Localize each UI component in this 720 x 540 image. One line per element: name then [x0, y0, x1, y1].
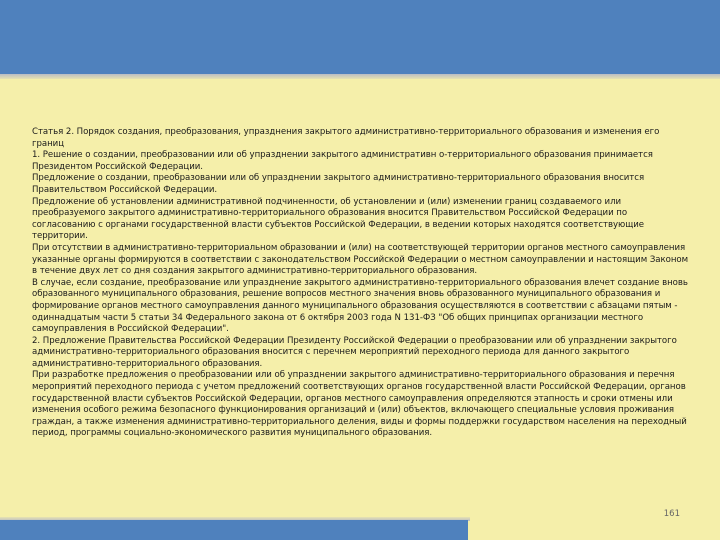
paragraph: Предложение об установлении административной подчиненности, об установлении и (или) изменении границ создаваемого или преобразуемого закрытого административно-территориального образования вносится Правительством Российской Федерации по согласованию с органами государственной власти субъектов Российской Федерации, в ведении которых находятся соответствующие территории.: [32, 196, 645, 242]
slide-body-text: [32, 127, 692, 440]
paragraph: В случае, если создание, преобразование или упразднение закрытого административно-территориального образования влечет создание вновь образованного муниципального образования, решение вопросов местного значения вновь образованного муниципального образования и формирование органов местного самоуправления данного муниципального образования осуществляются в соответствии с абзацами пятым - одиннадцатым части 5 статьи 34 Федерального закона от 6 октября 2003 года N 131-ФЗ "Об общих принципах организации местного самоуправления в Российской Федерации".: [32, 277, 688, 335]
paragraph: 1. Решение о создании, преобразовании или об упразднении закрытого административн о-территориального образования принимается Президентом Российской Федерации.: [32, 150, 653, 172]
header-band: [0, 0, 720, 74]
header-divider: [0, 74, 720, 79]
page-number: 161: [663, 509, 680, 519]
paragraph: При отсутствии в административно-территориальном образовании и (или) на соответствующей территории органов местного самоуправления указанные органы формируются в соответствии с законодательством Российской Федерации о местном самоуправлении и настоящим Законом в течение двух лет со дня создания закрытого административно-территориального образования.: [32, 242, 689, 277]
footer-band: [0, 520, 468, 540]
article-heading: Статья 2. Порядок создания, преобразования, упразднения закрытого административно-территориального образования и изменения его границ: [32, 127, 660, 149]
paragraph: При разработке предложения о преобразовании или об упразднении закрытого административно-территориального образования и перечня мероприятий переходного периода с учетом предложений соответствующих органов государственной власти Российской Федерации, органов государственной власти субъектов Российской Федерации, органов местного самоуправления определяются этапность и сроки отмены или изменения особого режима безопасного функционирования организаций и (или) объектов, включающего специальные условия проживания граждан, а также изменения административно-территориального деления, виды и формы поддержки государством населения на переходный период, программы социально-экономического развития муниципального образования.: [32, 370, 687, 439]
paragraph: Предложение о создании, преобразовании или об упразднении закрытого административно-территориального образования вносится Правительством Российской Федерации.: [32, 173, 645, 195]
paragraph: 2. Предложение Правительства Российской Федерации Президенту Российской Федерации о преобразовании или об упразднении закрытого административно-территориального образования вносится с перечнем мероприятий переходного периода для данного закрытого административно-территориального образования.: [32, 335, 677, 369]
